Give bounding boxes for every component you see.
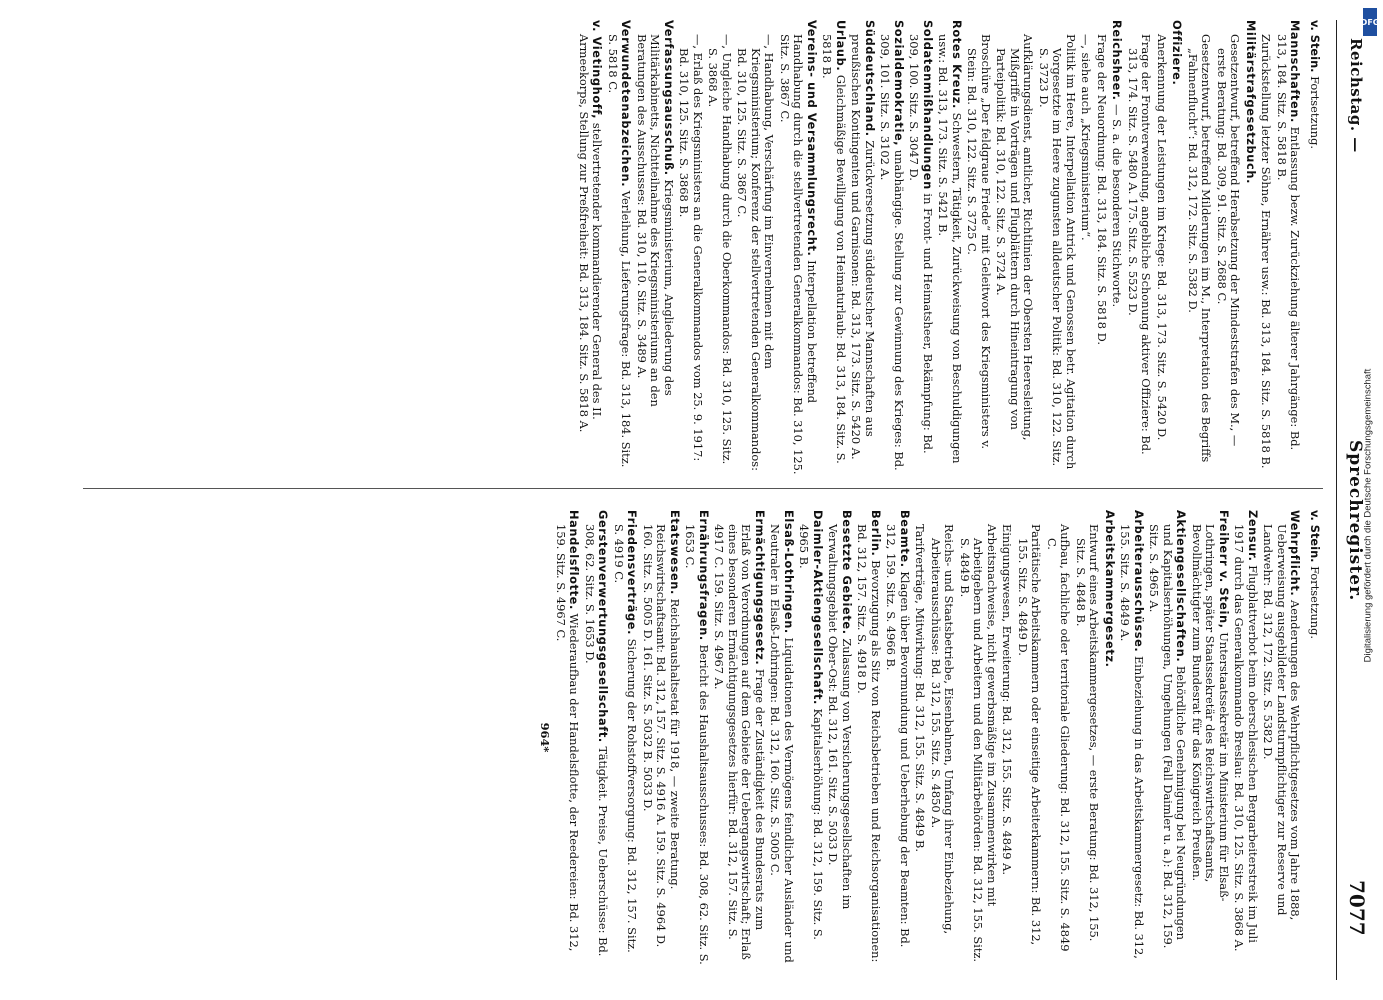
entry-keyword: Militärstrafgesetzbuch.: [1244, 20, 1258, 184]
entry-text: Entwurf eines Arbeitskammergesetzes, — erste Beratung: Bd. 312, 155. Sitz. S. 4848 B.: [1074, 524, 1102, 942]
register-entry: [1232, 510, 1259, 965]
entry-keyword: Verfassungsausschuß.: [662, 20, 676, 176]
entry-text: Interpellation betreffend Handhabung durch die stellvertretenden Generalkommandos: Bd. 310, 125. Sitz. S. 3867 C.: [778, 34, 819, 475]
header-subtitle: Sprechregister.: [1345, 440, 1365, 602]
register-entry: [554, 510, 581, 965]
register-entry: [1095, 20, 1109, 475]
entry-keyword: Sozialdemokratie,: [892, 20, 906, 147]
entry-text: Gesetzentwurf, betreffend Herabsetzung der Mindeststrafen des M., — erste Beratung: Bd. 309, 91. Sitz. S. 2688 C.: [1215, 34, 1243, 447]
register-entry: [936, 20, 963, 475]
left-lead: [1308, 20, 1322, 475]
register-entry: [797, 510, 824, 965]
page-number: 7077: [1345, 880, 1369, 936]
entry-text: Paritätische Arbeitskammern oder einseitige Arbeiterkammern: Bd. 312, 155. Sitz. S. 4849 D.: [1016, 524, 1044, 946]
entry-text: unabhängige. Stellung zur Gewinnung des Krieges: Bd. 309, 101. Sitz. S. 3102 A.: [878, 34, 906, 471]
register-entry: [1000, 510, 1014, 965]
entry-text: Einigungswesen, Erweiterung: Bd. 312, 155. Sitz. S. 4849 A.: [1000, 524, 1015, 876]
side-strip-text: Digitalisierung gefördert durch die Deutsche Forschungsgemeinschaft: [1362, 368, 1374, 663]
entry-text: Wiederaufbau der Handelsflotte, der Reedereien: Bd. 312, 159. Sitz. S. 4967 C.: [554, 524, 582, 952]
entry-text: Aufklärungsdienst, amtlicher, Richtlinien der Obersten Heeresleitung, Mißgriffe in Vorträgen und Flugblättern durch Hineintragung von Parteipolitik: Bd. 310, 122. Sitz. S. 3724 A.: [994, 34, 1036, 441]
register-entry: [878, 20, 905, 475]
entry-keyword: Besetzte Gebiete.: [840, 510, 854, 635]
register-entry: [641, 510, 682, 965]
entry-text: Bericht des Haushaltsausschusses: Bd. 308, 62. Sitz. S. 1653 C.: [683, 524, 711, 965]
entry-text: Kriegsministerium, Angliederung des Militärkabinetts, Nichtteilnahme des Kriegsministeriums an den Beratungen des Ausschusses: Bd. 310, 110. Sitz. S. 3489 A.: [635, 34, 676, 407]
register-entry: [1244, 20, 1258, 475]
entry-text: Zulassung von Versicherungsgesellschaften im Verwaltungsgebiet Ober-Ost: Bd. 312, 161. Sitz. S. 5033 D.: [826, 524, 854, 910]
entry-text: Kapitalserhöhung: Bd. 312, 159. Sitz. S. 4965 B.: [797, 524, 825, 940]
column-divider: [83, 488, 1323, 489]
entry-keyword: Freiherr v. Stein,: [1217, 510, 1231, 629]
register-entry: [606, 20, 633, 475]
register-entry: [1110, 20, 1124, 475]
register-entry: [965, 20, 992, 475]
left-lead-name: v. Stein.: [1308, 20, 1322, 73]
entry-keyword: Arbeiterausschüsse.: [1132, 510, 1146, 653]
entry-text: Frage der Zuständigkeit des Bundesrats zum Erlaß von Verordnungen auf dem Gebiete der Uebergangswirtschaft; Erlaß eines besonderen Ermächtigungsgesetzes hierfür: Bd. 312, 157. Sitz. S. 4917 C. 159. Sitz. S. 4967 A.: [712, 524, 767, 960]
entry-keyword: Berlin.: [869, 510, 883, 557]
register-entry: [706, 20, 733, 475]
register-entry: [1074, 510, 1101, 965]
entry-text: —, Ungleiche Handhabung durch die Oberkommandos: Bd. 310, 125. Sitz. S. 3868 A.: [706, 34, 734, 465]
entry-text: Frage der Neuordnung: Bd. 313, 184. Sitz. S. 5818 D.: [1095, 34, 1109, 346]
entry-text: Arbeitsnachweise, nicht gewerbsmäßige im Zusammenwirken mit Arbeitgebern und Arbeitern und den Militärbehörden: Bd. 312, 155. Sitz. S. 4849 B.: [958, 524, 999, 963]
entry-text: Zurückversetzung süddeutscher Mannschaften aus preußischen Kontingenten und Garnisonen: Bd. 313, 173. Sitz. S. 5420 A.: [849, 34, 877, 460]
entry-text: Zurückstellung letzter Söhne, Ernährer usw.: Bd. 313, 184. Sitz. S. 5818 B.: [1259, 34, 1274, 469]
dfg-logo: DFG: [1363, 8, 1377, 36]
entry-text: —, Erlaß des Kriegsministers an die Generalkommandos vom 25. 9. 1917: Bd. 310, 125. Sitz. S. 3868 B.: [677, 34, 705, 462]
register-entry: [612, 510, 639, 965]
register-entry: [583, 510, 610, 965]
register-entry: [958, 510, 999, 965]
entry-text: Anerkennung der Leistungen im Kriege: Bd. 313, 173. Sitz. S. 5420 D.: [1155, 34, 1169, 441]
right-column: [538, 510, 1321, 965]
register-entry: [994, 20, 1035, 475]
entry-keyword: Zensur.: [1246, 510, 1260, 562]
entry-text: Flugblattverbot beim oberschlesischen Bergarbeiterstreik im Juli 1917 durch das Generalkommando Breslau: Bd. 310, 125. Sitz. S. 3868 A.: [1232, 524, 1260, 952]
register-entry: [683, 510, 710, 965]
entry-text: Frage der Frontverwendung, angebliche Schonung aktiver Offiziere: Bd. 313, 174. Sitz. S. 5480 A. 175. Sitz. S. 5523 D.: [1126, 34, 1154, 455]
entry-keyword: Beamte.: [898, 510, 912, 568]
register-entry: [768, 510, 795, 965]
entry-text: Liquidationen des Vermögens feindlicher Ausländer und Neutraler in Elsaß-Lothringen: Bd. 312, 160. Sitz. S. 5005 C.: [768, 524, 796, 963]
register-entry: [712, 510, 766, 965]
header-rule: [1336, 20, 1337, 980]
right-lead-note: Fortsetzung.: [1308, 566, 1322, 640]
entry-text: stellvertretender kommandierender General des II. Armeekorps, Stellung zur Preßfreiheit: Bd. 313, 184. Sitz. S. 5818 A.: [577, 34, 605, 433]
register-entry: [1261, 510, 1302, 965]
entry-text: Sicherung der Rohstoffversorgung: Bd. 312, 157. Sitz. S. 4919 C.: [612, 524, 640, 953]
entry-keyword: Daimler-Aktiengesellschaft.: [811, 510, 825, 705]
register-entry: [1275, 20, 1302, 475]
entry-text: Broschüre „Der feldgraue Friede“ mit Geleitwort des Kriegsministers v. Stein: Bd. 310, 122. Sitz. S. 3725 C.: [965, 34, 993, 450]
register-entry: [1118, 510, 1145, 965]
left-column: [575, 20, 1322, 475]
register-entry: [884, 510, 911, 965]
register-entry: [577, 20, 604, 475]
entry-text: Tätigkeit. Preise, Ueberschüsse: Bd. 308, 62. Sitz. S. 1653 D.: [583, 524, 611, 957]
entry-keyword: Rotes Kreuz.: [950, 20, 964, 109]
register-entry: [1126, 20, 1153, 475]
entry-keyword: Handelsflotte.: [567, 510, 582, 610]
register-entry: [1016, 510, 1043, 965]
footer-mark: 964*: [538, 722, 553, 753]
entry-keyword: Gerstenverwertungsgesellschaft.: [596, 510, 611, 743]
entry-keyword: Ermächtigungsgesetz.: [753, 510, 767, 666]
entry-text: Behördliche Genehmigung bei Neugründungen und Kapitalserhöhungen, Umgehungen (Fall Daimler u. a.): Bd. 312, 159. Sitz. S. 4965 A.: [1147, 524, 1189, 949]
entry-keyword: Verwundetenabzeichen.: [619, 20, 634, 188]
entry-keyword: Wehrpflicht.: [1288, 510, 1303, 597]
entry-text: Schwestern, Tätigkeit, Zurückweisung von Beschuldigungen usw.: Bd. 313, 173. Sitz. S. 5421 B.: [936, 34, 964, 464]
entry-text: Gesetzentwurf, betreffend Milderungen im M., Interpretation des Begriffs „Fahnenflucht“: Bd. 312, 172. Sitz. S. 5382 D.: [1186, 34, 1214, 463]
register-entry: [635, 20, 676, 475]
entry-text: Politik im Heere, Interpellation Antrick und Genossen betr. Agitation durch Vorgesetzte im Heere zugunsten alldeutscher Politik: Bd. 310, 122. Sitz. S. 3723 D.: [1037, 34, 1078, 470]
register-entry: [1259, 20, 1273, 475]
entry-keyword: Reichsheer.: [1110, 20, 1125, 101]
entry-text: —, Handhabung, Verschärfung im Einvernehmen mit dem Kriegsministerium; Konferenz der stellvertretenden Generalkommandos: Bd. 310, 125. Sitz. S. 3867 C.: [735, 34, 777, 471]
register-entry: [1079, 20, 1093, 475]
side-strip: [1363, 40, 1379, 990]
entry-keyword: Etatswesen.: [668, 510, 682, 595]
entry-text: Aufbau, fachliche oder territoriale Gliederung: Bd. 312, 155. Sitz. S. 4849 C.: [1045, 524, 1073, 952]
register-entry: [907, 20, 934, 475]
register-entry: [1170, 20, 1184, 475]
entry-text: —, siehe auch „Kriegsministerium“.: [1079, 34, 1094, 241]
register-entry: [778, 20, 819, 475]
register-entry: [735, 20, 776, 475]
entry-keyword: Elsaß-Lothringen.: [782, 510, 796, 634]
entry-keyword: Urlaub.: [834, 20, 848, 72]
register-entry: [1045, 510, 1072, 965]
entry-keyword: Soldatenmißhandlungen: [921, 20, 935, 190]
entry-text: Reichshaushaltsetat für 1918, — zweite Beratung. Reichswirtschaftsamt: Bd. 312, 157. Sitz. S. 4916 A. 159. Sitz. S. 4964 D. 160. Sitz. S. 5005 D. 161. Sitz. S. 5032 B. 5033 D.: [641, 524, 682, 948]
entry-text: Tarifverträge, Mitwirkung: Bd. 312, 155. Sitz. S. 4849 B.: [913, 524, 928, 852]
entry-keyword: Vereins- und Versammlungsrecht.: [805, 20, 819, 257]
register-entry: [1155, 20, 1169, 475]
entry-text: Entlassung bezw. Zurückziehung älterer Jahrgänge: Bd. 313, 184. Sitz. S. 5818 B.: [1275, 34, 1303, 451]
entry-text: Klagen über Bevormundung und Ueberhebung der Beamten: Bd. 312, 159. Sitz. S. 4966 B.: [884, 524, 912, 948]
register-entry: [1037, 20, 1078, 475]
right-lead: [1308, 510, 1322, 965]
entry-keyword: Arbeitskammergesetz.: [1103, 510, 1117, 668]
register-entry: [1215, 20, 1242, 475]
register-entry: [1186, 20, 1213, 475]
register-entry: [820, 20, 847, 475]
right-lead-name: v. Stein.: [1308, 510, 1322, 563]
entry-text: Bevorzugung als Sitz von Reichsbetrieben und Reichsorganisationen: Bd. 312, 157. Sitz. S. 4918 D.: [855, 524, 883, 963]
entry-text: Einbeziehung in das Arbeitskammergesetz: Bd. 312, 155. Sitz. S. 4849 A.: [1118, 524, 1146, 959]
register-entry: [855, 510, 882, 965]
entry-keyword: Aktiengesellschaften.: [1174, 510, 1189, 663]
register-entry: [826, 510, 853, 965]
entry-keyword: Ernährungsfragen.: [697, 510, 711, 641]
register-entry: [1147, 510, 1188, 965]
entry-text: — S. a. die besonderen Stichworte.: [1110, 104, 1125, 308]
entry-text: Verleihung, Lieferungsfrage: Bd. 313, 184. Sitz. S. 5818 C.: [606, 34, 634, 468]
entry-text: in Front- und Heimatsheer, Bekämpfung: Bd. 309, 100. Sitz. S. 3047 D.: [907, 34, 935, 454]
register-entry: [929, 510, 956, 965]
entry-text: Unterstaatssekretär im Ministerium für Elsaß-Lothringen, später Staatssekretär des Reichswirtschaftsamts, Bevollmächtigter zum Bundesrat für das Königreich Preußen.: [1190, 524, 1231, 902]
register-entry: [913, 510, 927, 965]
header-title: Reichstag. —: [1347, 38, 1365, 153]
left-lead-note: Fortsetzung.: [1308, 76, 1322, 150]
register-entry: [677, 20, 704, 475]
entry-text: Aenderungen des Wehrpflichtgesetzes vom Jahre 1888, Ueberweisung ausgebildeter Landsturmpflichtiger zur Reserve und Landwehr: Bd. 312, 172. Sitz. S. 5382 D.: [1261, 524, 1303, 921]
register-entry: [849, 20, 876, 475]
entry-keyword: Süddeutschland.: [863, 20, 877, 137]
entry-text: Reichs- und Staatsbetriebe, Eisenbahnen, Umfang ihrer Einbeziehung, Arbeiterausschüsse: Bd. 312, 155. Sitz. S. 4850 A.: [929, 524, 957, 935]
register-entry: [1103, 510, 1117, 965]
entry-keyword: Mannschaften.: [1288, 20, 1303, 123]
entry-keyword: v. Vietinghoff,: [590, 20, 605, 120]
entry-keyword: Friedensverträge.: [625, 510, 640, 635]
entry-text: Gleichmäßige Bewilligung von Heimaturlaub: Bd. 313, 184. Sitz. S. 5818 B.: [820, 34, 848, 464]
register-entry: [1190, 510, 1231, 965]
entry-keyword: Offiziere.: [1170, 20, 1185, 86]
